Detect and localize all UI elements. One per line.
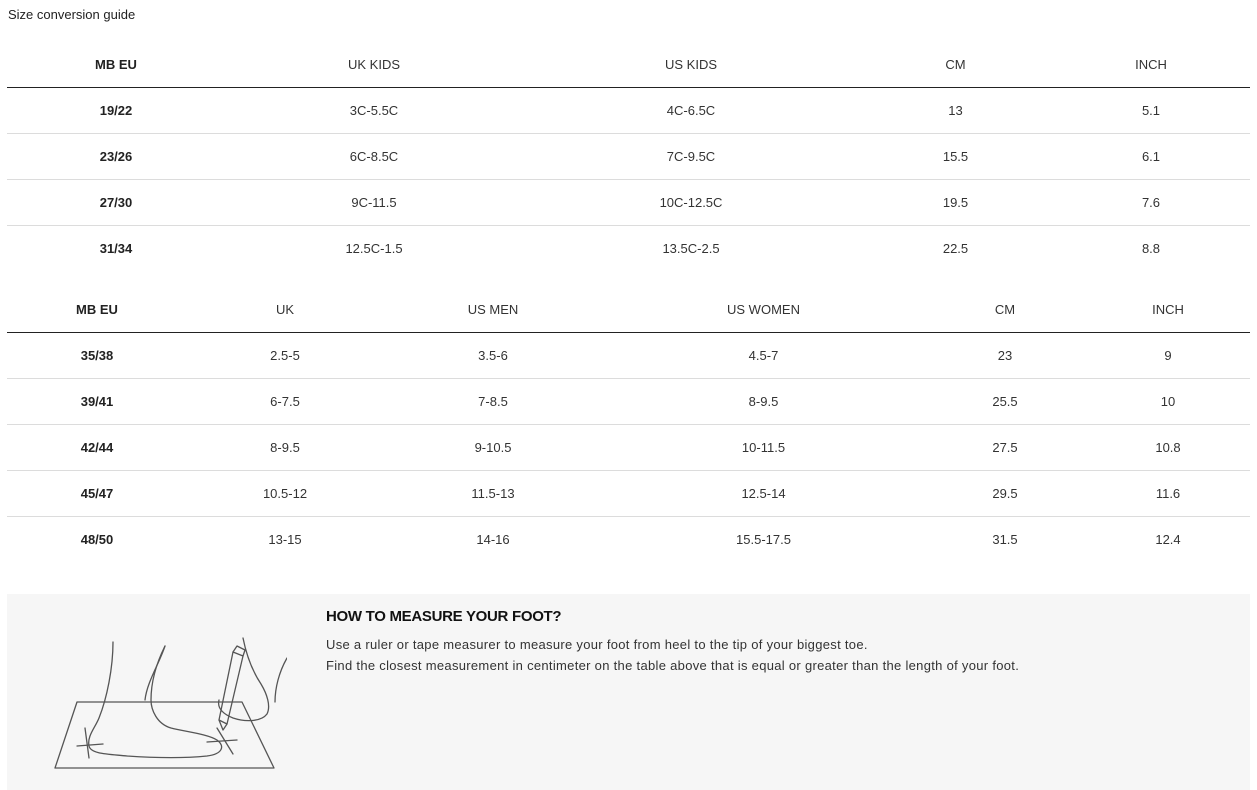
table-cell: 10-11.5 (603, 425, 924, 471)
adult-header-inch: INCH (1086, 287, 1250, 333)
table-row (7, 425, 1250, 471)
table-cell: 23/26 (7, 134, 225, 180)
kids-size-table (7, 42, 1250, 271)
table-cell: 29.5 (924, 471, 1086, 517)
table-cell: 27.5 (924, 425, 1086, 471)
adult-header-cm: CM (924, 287, 1086, 333)
adult-header-row (7, 287, 1250, 333)
measure-instruction-1: Use a ruler or tape measurer to measure your foot from heel to the tip of your biggest toe. (326, 637, 868, 652)
adult-header-uk: UK (187, 287, 383, 333)
kids-header-inch: INCH (1052, 42, 1250, 88)
measure-instruction-2: Find the closest measurement in centimeter on the table above that is equal or greater than the length of your foot. (326, 658, 1020, 673)
table-cell: 4.5-7 (603, 333, 924, 379)
measure-foot-panel (7, 594, 1250, 790)
page-title: Size conversion guide (8, 7, 136, 22)
table-cell: 2.5-5 (187, 333, 383, 379)
table-cell: 15.5 (859, 134, 1052, 180)
table-cell: 19.5 (859, 180, 1052, 226)
table-cell: 42/44 (7, 425, 187, 471)
table-cell: 14-16 (476, 532, 510, 547)
table-cell: 4C-6.5C (523, 88, 859, 134)
table-cell: 3C-5.5C (225, 88, 523, 134)
table-cell: 5.1 (1052, 88, 1250, 134)
adult-header-mb-eu: MB EU (7, 287, 187, 333)
table-cell: 12.5-14 (603, 471, 924, 517)
table-cell: 6-7.5 (187, 379, 383, 425)
adult-header-us-men: US MEN (383, 287, 603, 333)
table-row (7, 180, 1250, 226)
table-cell: 11.6 (1086, 471, 1250, 517)
table-cell: 3.5-6 (383, 333, 603, 379)
adult-header-us-women: US WOMEN (603, 287, 924, 333)
table-cell: 10 (1086, 379, 1250, 425)
adult-size-table (7, 287, 1250, 562)
table-cell: 35/38 (7, 333, 187, 379)
foot-measure-illustration-icon (47, 628, 287, 778)
table-cell: 6C-8.5C (225, 134, 523, 180)
table-cell: 31.5 (992, 532, 1018, 547)
table-row (7, 88, 1250, 134)
table-cell: 10C-12.5C (523, 180, 859, 226)
table-cell: 8.8 (1141, 241, 1161, 256)
kids-header-us-kids: US KIDS (523, 42, 859, 88)
table-cell: 48/50 (80, 532, 114, 547)
table-row (7, 471, 1250, 517)
table-cell: 39/41 (7, 379, 187, 425)
table-cell: 10.8 (1086, 425, 1250, 471)
table-cell: 9C-11.5 (225, 180, 523, 226)
table-cell: 8-9.5 (187, 425, 383, 471)
table-row (7, 333, 1250, 379)
table-row (7, 226, 1250, 272)
table-cell: 9-10.5 (383, 425, 603, 471)
table-cell: 45/47 (7, 471, 187, 517)
table-row (7, 379, 1250, 425)
table-cell: 19/22 (7, 88, 225, 134)
table-cell: 7C-9.5C (523, 134, 859, 180)
table-cell: 23 (924, 333, 1086, 379)
table-cell: 12.4 (1155, 532, 1181, 547)
table-cell: 7-8.5 (383, 379, 603, 425)
table-cell: 15.5-17.5 (736, 532, 791, 547)
table-cell: 12.5C-1.5 (345, 241, 403, 256)
table-cell: 9 (1086, 333, 1250, 379)
table-cell: 8-9.5 (603, 379, 924, 425)
table-cell: 13.5C-2.5 (662, 241, 720, 256)
table-cell: 27/30 (7, 180, 225, 226)
kids-header-row (7, 42, 1250, 88)
kids-header-cm: CM (859, 42, 1052, 88)
table-cell: 31/34 (99, 241, 133, 256)
table-cell: 13-15 (268, 532, 302, 547)
kids-header-mb-eu: MB EU (7, 42, 225, 88)
table-cell: 6.1 (1052, 134, 1250, 180)
table-cell: 25.5 (924, 379, 1086, 425)
table-row (7, 134, 1250, 180)
measure-heading: HOW TO MEASURE YOUR FOOT? (326, 608, 562, 625)
table-cell: 7.6 (1052, 180, 1250, 226)
table-cell: 11.5-13 (383, 471, 603, 517)
table-cell: 13 (859, 88, 1052, 134)
table-cell: 22.5 (942, 241, 969, 256)
table-row (7, 517, 1250, 563)
kids-header-uk-kids: UK KIDS (225, 42, 523, 88)
table-cell: 10.5-12 (187, 471, 383, 517)
